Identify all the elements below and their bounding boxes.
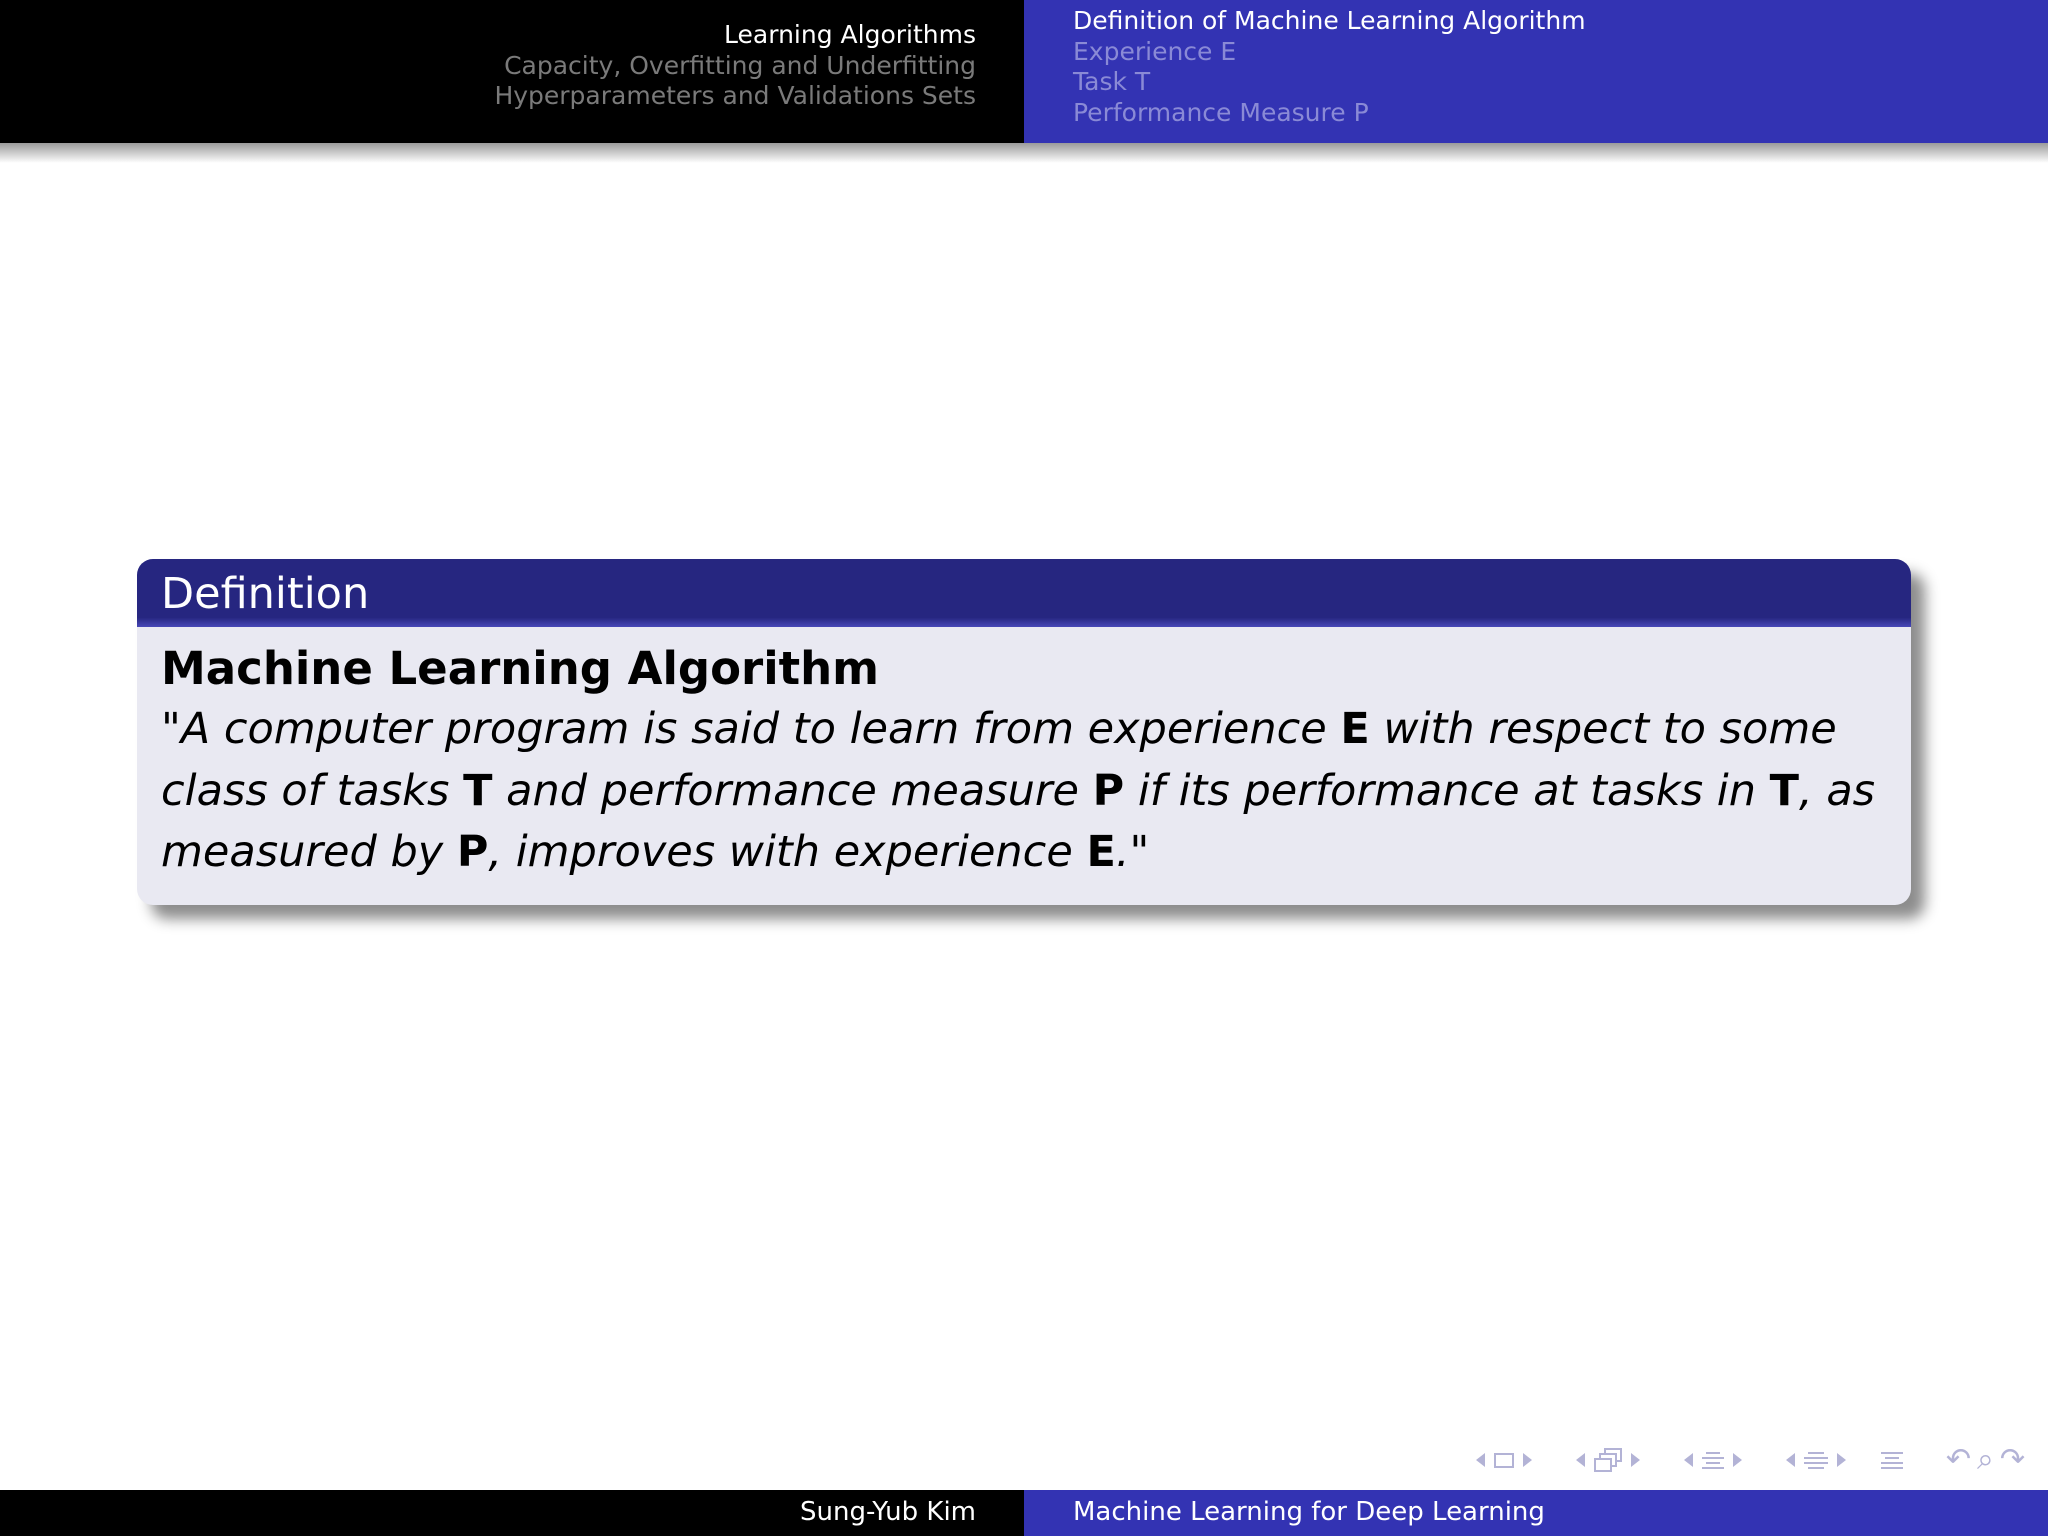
footer-title: Machine Learning for Deep Learning xyxy=(1024,1490,2048,1536)
subsection-navigation-symbols xyxy=(1567,1448,1649,1472)
header-shadow xyxy=(0,143,2048,163)
definition-block-body xyxy=(137,627,1911,884)
frame-navigation xyxy=(1467,1453,1541,1468)
subsection-nav-icon[interactable] xyxy=(1594,1448,1622,1472)
subsection-navigation xyxy=(1024,0,2048,143)
back-icon[interactable]: ↶ xyxy=(1945,1442,1972,1477)
definition-quote: "A computer program is said to learn from experience E with respect to some class of tasks T and performance measure P if its performance at tasks in T, as measured by P, improves with experience E." xyxy=(161,704,1876,877)
subsection-link-definition[interactable]: Definition of Machine Learning Algorithm xyxy=(1073,6,1586,35)
section-link-learning-algorithms[interactable]: Learning Algorithms xyxy=(724,20,976,49)
subsection-next-icon[interactable] xyxy=(1631,1453,1640,1467)
subsection-link-task[interactable]: Task T xyxy=(1073,67,1151,96)
section-prev-icon[interactable] xyxy=(1684,1453,1693,1467)
frame-prev-icon[interactable] xyxy=(1476,1453,1485,1467)
search-navigation-symbols xyxy=(1943,1442,2028,1477)
slide-next-icon[interactable] xyxy=(1837,1453,1846,1467)
frame-next-icon[interactable] xyxy=(1523,1453,1532,1467)
search-icon[interactable]: ⌕ xyxy=(1977,1442,1994,1477)
document-nav-icon[interactable] xyxy=(1881,1452,1903,1469)
definition-heading: Machine Learning Algorithm xyxy=(161,642,880,695)
navigation-symbols xyxy=(1441,1442,2028,1478)
header-bar xyxy=(0,0,2048,143)
section-nav-icon[interactable] xyxy=(1702,1452,1724,1469)
subsection-prev-icon[interactable] xyxy=(1576,1453,1585,1467)
definition-block xyxy=(137,559,1911,905)
slide-nav-icon[interactable] xyxy=(1804,1452,1828,1469)
slide-navigation-symbols xyxy=(1777,1452,1855,1469)
footer-author: Sung-Yub Kim xyxy=(0,1490,1024,1536)
section-link-capacity[interactable]: Capacity, Overfitting and Underfitting xyxy=(504,50,976,80)
section-navigation-symbols xyxy=(1675,1452,1751,1469)
section-link-hyperparameters[interactable]: Hyperparameters and Validations Sets xyxy=(494,81,976,110)
slide-prev-icon[interactable] xyxy=(1786,1453,1795,1467)
document-navigation-symbols xyxy=(1881,1452,1903,1469)
frame-nav-icon[interactable] xyxy=(1494,1453,1514,1468)
section-next-icon[interactable] xyxy=(1733,1453,1742,1467)
forward-icon[interactable]: ↷ xyxy=(1999,1442,2025,1477)
subsection-link-performance[interactable]: Performance Measure P xyxy=(1073,97,1369,127)
subsection-link-experience[interactable]: Experience E xyxy=(1073,36,1237,66)
section-navigation xyxy=(0,0,1024,143)
definition-block-title: Definition xyxy=(137,559,1911,627)
footer-bar xyxy=(0,1490,2048,1536)
